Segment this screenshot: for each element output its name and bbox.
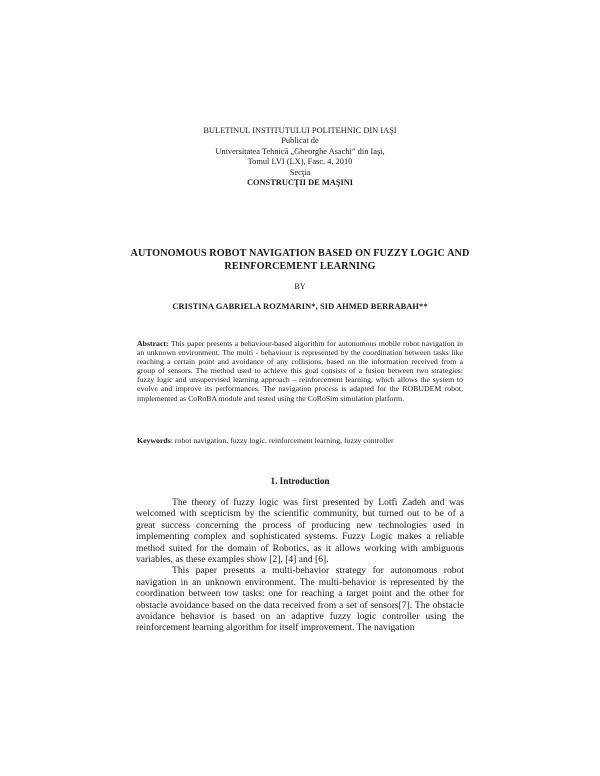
journal-name: BULETINUL INSTITUTULUI POLITEHNIC DIN IAŞI: [203, 126, 397, 135]
body-paragraph: This paper presents a multi-behavior strategy for autonomous robot navigation in an unknown environment. The multi-behavior is represented by the coordination between tow tasks: one for reaching a target point and the other for obstacle avoidance based on the data received from a set of sensors[7]. The obstacle avoidance behavior is based on an adaptive fuzzy logic controller using the reinforcement learning algorithm for itself improvement. The navigation: [136, 565, 464, 634]
keywords-label: Keywords: [137, 436, 171, 445]
authors: CRISTINA GABRIELA ROZMARIN*, SID AHMED BERRABAH**: [172, 302, 428, 311]
journal-publisher-label: Publicat de: [281, 136, 319, 146]
keywords-text: : robot navigation, fuzzy logic, reinforcement learning, fuzzy controller: [170, 436, 394, 445]
body-paragraph: The theory of fuzzy logic was first presented by Lotfi Zadeh and was welcomed with scepticism by the scientific community, but turned out to be of a great success concerning the process of producing new technologies used in implementing complex and sophisticated systems. Fuzzy Logic makes a reliable method suited for the domain of Robotics, as it allows working with ambiguous variables, as these examples show [2], [4] and [6].: [136, 497, 464, 566]
abstract: [137, 339, 463, 403]
section-heading-introduction: 1. Introduction: [270, 476, 330, 486]
keywords: [137, 436, 477, 445]
introduction-body: [136, 497, 464, 634]
journal-university: Universitatea Tehnică „Gheorghe Asachi” din Iaşi,: [215, 146, 385, 156]
abstract-text: This paper presents a behaviour-based algorithm for autonomous mobile robot navigation in an unknown environment. The multi - behaviour is represented by the coordination between tasks like reaching a certain point and avoidance of any collisions, based on the information received from a group of sensors. The method used to achieve this goal consists of a fusion between two strategies: fuzzy logic and unsupervised learning approach – reinforcement learning, which allows the system to evolve and improve its performances. The navigation process is adapted for the ROBUDEM robot, implemented as CoRoBA module and tested using the CoRoSim simulation platform.: [137, 339, 464, 403]
journal-section-label: Secţia: [289, 167, 311, 177]
journal-section-name: CONSTRUCŢII DE MAŞINI: [246, 178, 354, 188]
journal-header: [0, 126, 600, 188]
abstract-label: Abstract:: [137, 339, 169, 348]
by-line: BY: [294, 282, 306, 291]
paper-title: AUTONOMOUS ROBOT NAVIGATION BASED ON FUZZY LOGIC AND REINFORCEMENT LEARNING: [130, 248, 470, 272]
journal-volume: Tomul LVI (LX), Fasc. 4, 2010: [247, 157, 353, 167]
